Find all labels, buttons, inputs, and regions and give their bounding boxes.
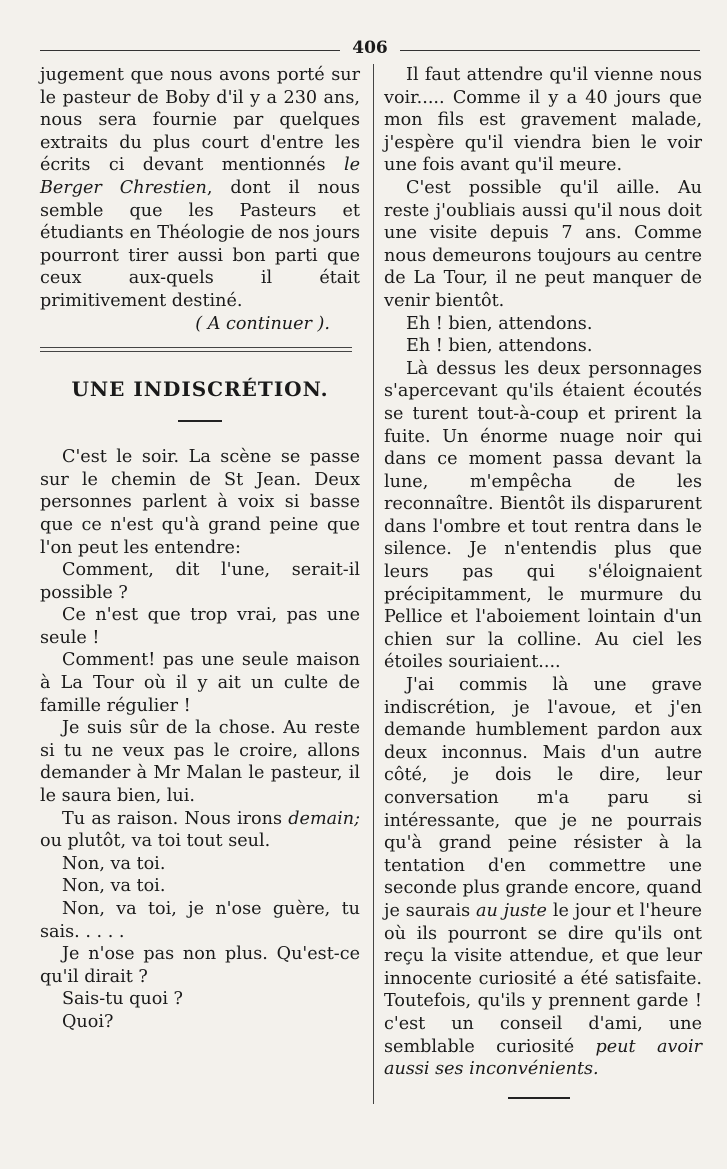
closing-paragraph: J'ai commis là une grave indiscrétion, je l'avoue, et j'en demande humblement pardon aux deux inconnus. Mais d'un autre côté, je dois le dire, leur conversation m'a paru si intéressante, que je ne pourrais qu'à grand peine résister à la tentation d'en commettre une seconde plus grande encore, quand je saurais au juste le jour et l'heure où ils pourront se dire qu'ils ont reçu la visite attendue, et que leur innocente curiosité a été satisfaite. Toutefois, qu'ils y prennent garde ! c'est un conseil d'ami, une semblable curiosité peut avoir aussi ses inconvénients. xyxy=(384,675,703,1080)
paragraph: Il faut attendre qu'il vienne nous voir..... Comme il y a 40 jours que mon fils est gravement malade, j'espère qu'il viendra bien le voir une fois avant qu'il meure. xyxy=(384,65,702,176)
paragraph: Non, va toi. xyxy=(62,853,166,874)
title-dash xyxy=(178,420,222,422)
paragraph: Sais-tu quoi ? xyxy=(62,989,183,1010)
end-rule xyxy=(508,1097,570,1099)
paragraph: C'est le soir. La scène se passe sur le chemin de St Jean. Deux personnes parlent à voix si basse que ce n'est qu'à grand peine que l'on peut les entendre: xyxy=(40,447,360,558)
column-divider xyxy=(373,64,374,1104)
section-double-rule xyxy=(40,347,352,352)
intro-paragraph: jugement que nous avons porté sur le pasteur de Boby d'il y a 230 ans, nous sera fournie par quelques extraits du plus court d'entre les écrits ci devant mentionnés le Berger Chrestien, dont il nous semble que les Pasteurs et étudiants en Théologie de nos jours pourront tirer aussi bon parti que ceux aux-quels il était primitivement destiné. xyxy=(40,65,360,311)
paragraph: Comment, dit l'une, serait-il possible ? xyxy=(40,560,360,603)
paragraph: Eh ! bien, attendons. xyxy=(406,313,593,334)
article-title: UNE INDISCRÉTION. xyxy=(71,377,329,402)
continue-note: ( A continuer ). xyxy=(195,313,330,334)
page-header xyxy=(40,38,700,62)
paragraph: Non, va toi, je n'ose guère, tu sais. . . . . xyxy=(40,899,360,942)
header-rule-left xyxy=(40,50,340,51)
paragraph: Quoi? xyxy=(62,1011,114,1032)
paragraph: Non, va toi. xyxy=(62,876,166,897)
paragraph: Je n'ose pas non plus. Qu'est-ce qu'il dirait ? xyxy=(40,944,360,987)
paragraph: Là dessus les deux personnages s'apercevant qu'ils étaient écoutés se turent tout-à-coup et prirent la fuite. Un énorme nuage noir qui dans ce moment passa devant la lune, m'empêcha de les reconnaître. Bientôt ils disparurent dans l'ombre et tout rentra dans le silence. Je n'entendis plus que leurs pas qui s'éloignaient précipitamment, le murmure du Pellice et l'aboiement lointain d'un chien sur la colline. Au ciel les étoiles souriaient.... xyxy=(384,358,702,673)
paragraph: Comment! pas une seule maison à La Tour où il y ait un culte de famille régulier ! xyxy=(40,650,360,716)
paragraph: Tu as raison. Nous irons demain; ou plutôt, va toi tout seul. xyxy=(40,808,360,852)
paragraph: C'est possible qu'il aille. Au reste j'oubliais aussi qu'il nous doit une visite depuis 7 ans. Comme nous demeurons toujours au centre de La Tour, il ne peut manquer de venir bientôt. xyxy=(384,177,702,311)
paragraph: Ce n'est que trop vrai, pas une seule ! xyxy=(40,605,360,648)
header-rule-right xyxy=(400,50,700,51)
paragraph: Je suis sûr de la chose. Au reste si tu ne veux pas le croire, allons demander à Mr Malan le pasteur, il le saura bien, lui. xyxy=(40,718,360,807)
left-column xyxy=(40,64,360,1034)
right-column xyxy=(384,64,702,1099)
page-number: 406 xyxy=(352,38,388,58)
paragraph: Eh ! bien, attendons. xyxy=(406,336,593,357)
